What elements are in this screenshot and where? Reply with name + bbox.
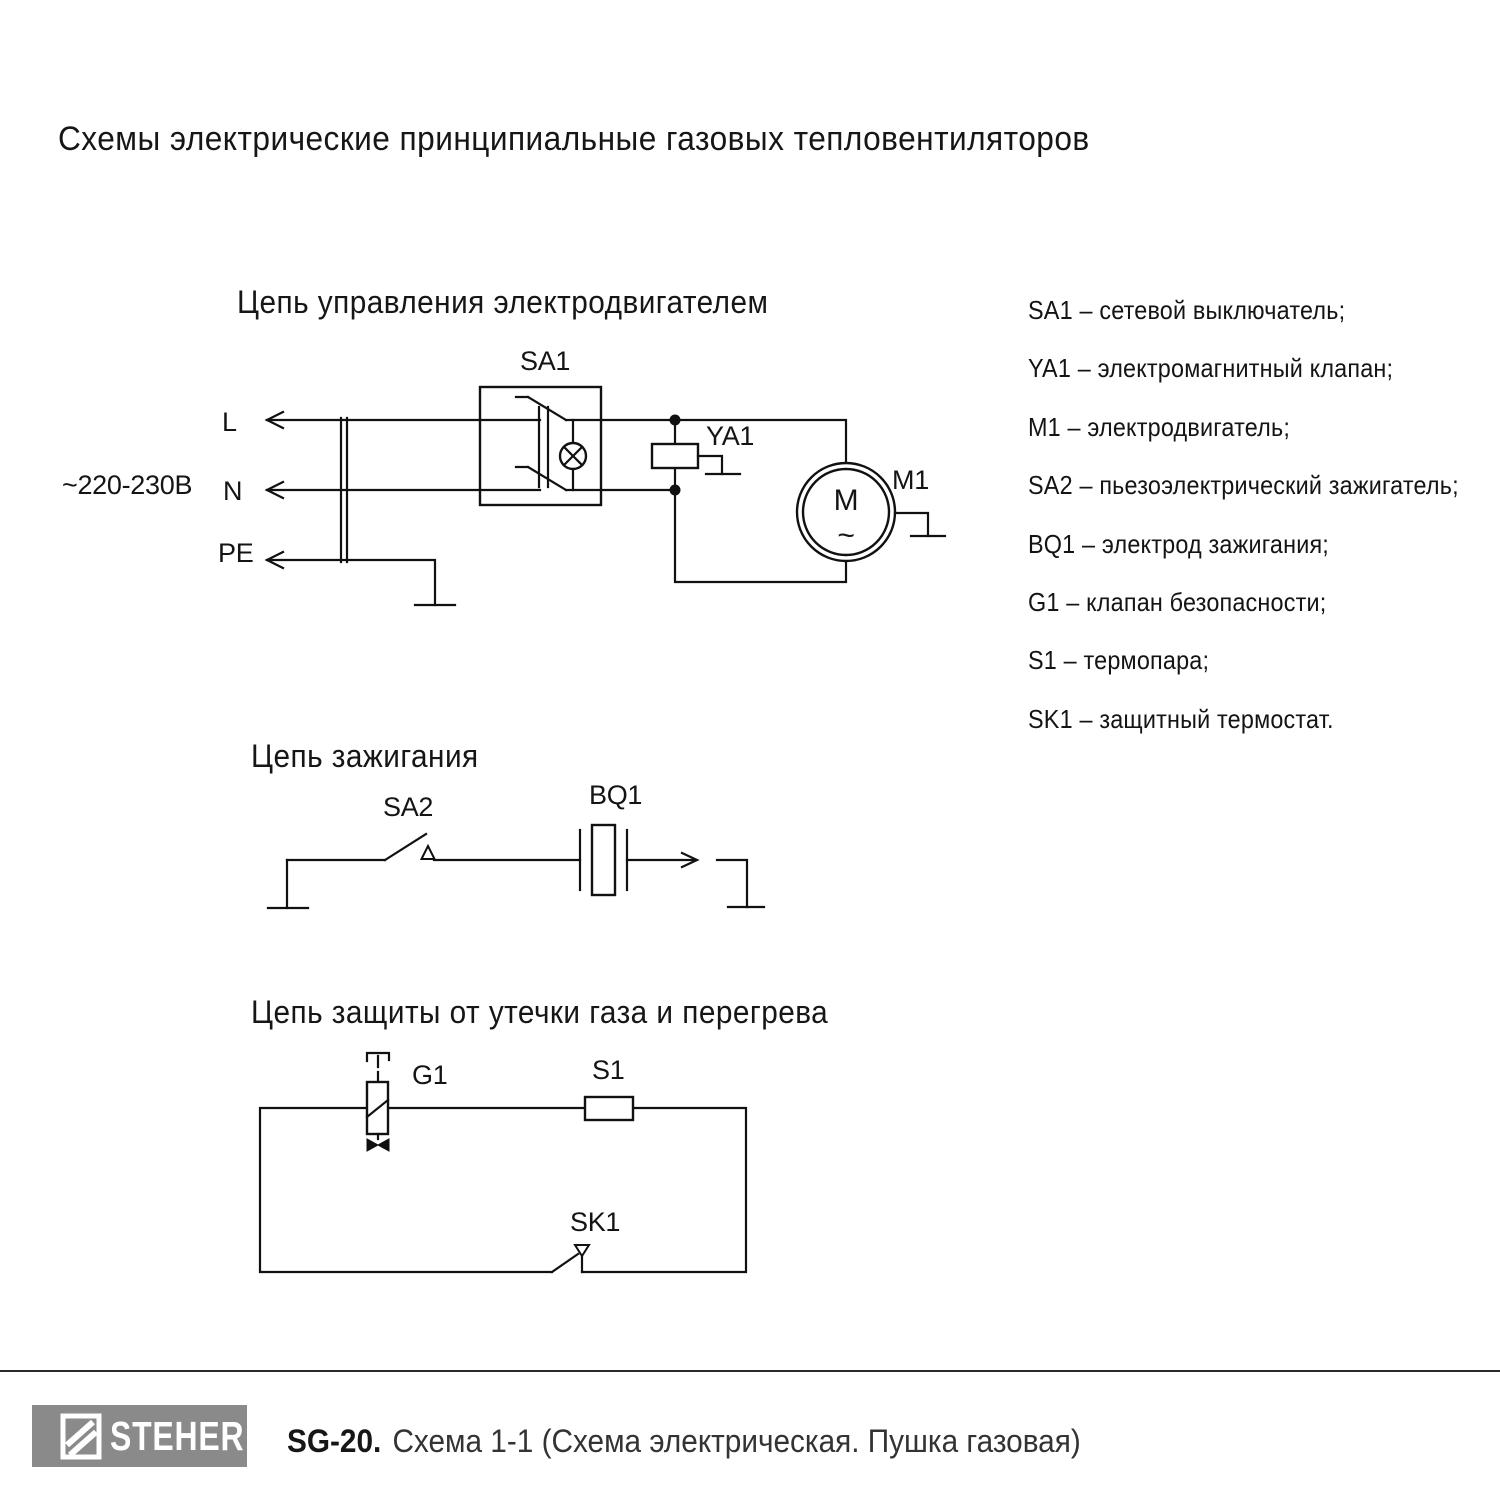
bq1-igniter [580, 825, 627, 895]
bq1-label: BQ1 [589, 780, 643, 810]
footer-caption-line [287, 1423, 1081, 1460]
sa2-label: SA2 [383, 792, 434, 822]
motor-ac-symbol: ~ [837, 519, 855, 552]
s1-label: S1 [592, 1055, 625, 1085]
section-protection-title: Цепь защиты от утечки газа и перегрева [251, 994, 829, 1030]
right-ground [717, 860, 764, 907]
spark-arrow [627, 853, 697, 867]
steher-logo [32, 1405, 247, 1467]
circuit-protection-diagram [240, 1040, 760, 1285]
loop-wiring [260, 1108, 746, 1272]
footer-model: SG-20. [287, 1423, 382, 1459]
switch-blade [552, 1254, 578, 1272]
switch-blade [385, 834, 426, 860]
ya1-label: YA1 [706, 421, 755, 451]
sa2-switch [287, 834, 580, 860]
voltage-label: ~220-230В [62, 470, 193, 500]
junction-dot [670, 485, 681, 496]
sk1-label: SK1 [570, 1207, 621, 1237]
circuit-motor-control-diagram [55, 335, 960, 625]
valve-bowtie-icon [367, 1139, 378, 1151]
section-motor-control-title: Цепь управления электродвигателем [237, 284, 769, 320]
s1-thermocouple [585, 1097, 633, 1120]
brand-text: STEHER [110, 1412, 245, 1459]
pe-label: PE [218, 538, 254, 568]
g1-label: G1 [412, 1060, 448, 1090]
circuit-ignition-diagram [245, 775, 775, 915]
legend-item: SK1 – защитный термостат. [1028, 703, 1334, 734]
sk1-thermostat [552, 1245, 589, 1272]
g1-valve [367, 1053, 389, 1151]
legend-item: SA2 – пьезоэлектрический зажигатель; [1028, 470, 1459, 501]
legend-item: S1 – термопара; [1028, 645, 1210, 676]
logo-mark-icon [60, 1413, 102, 1460]
legend-item: YA1 – электромагнитный клапан; [1028, 353, 1394, 384]
junction-dot [670, 415, 681, 426]
indicator-lamp-icon [560, 420, 586, 490]
legend-item: M1 – электродвигатель; [1028, 411, 1291, 442]
footer-caption: Схема 1-1 (Схема электрическая. Пушка газовая) [392, 1423, 1081, 1459]
sa1-switch [480, 387, 601, 505]
contact-triangle-icon [422, 846, 435, 859]
m1-label: M1 [892, 465, 929, 495]
legend [1028, 295, 1500, 762]
section-ignition-title: Цепь зажигания [251, 738, 479, 774]
motor-letter: M [833, 484, 859, 517]
left-ground [268, 860, 308, 908]
legend-item: SA1 – сетевой выключатель; [1028, 295, 1346, 325]
legend-item: G1 – клапан безопасности; [1028, 586, 1327, 617]
legend-item: BQ1 – электрод зажигания; [1028, 528, 1329, 559]
footer-divider [0, 1370, 1500, 1372]
valve-bowtie-icon [378, 1139, 389, 1151]
neutral-label: N [223, 476, 243, 506]
sa1-label: SA1 [520, 346, 571, 376]
phase-label: L [222, 407, 237, 437]
page-title: Схемы электрические принципиальные газовых тепловентиляторов [58, 120, 1090, 158]
supply-wires [267, 412, 540, 605]
